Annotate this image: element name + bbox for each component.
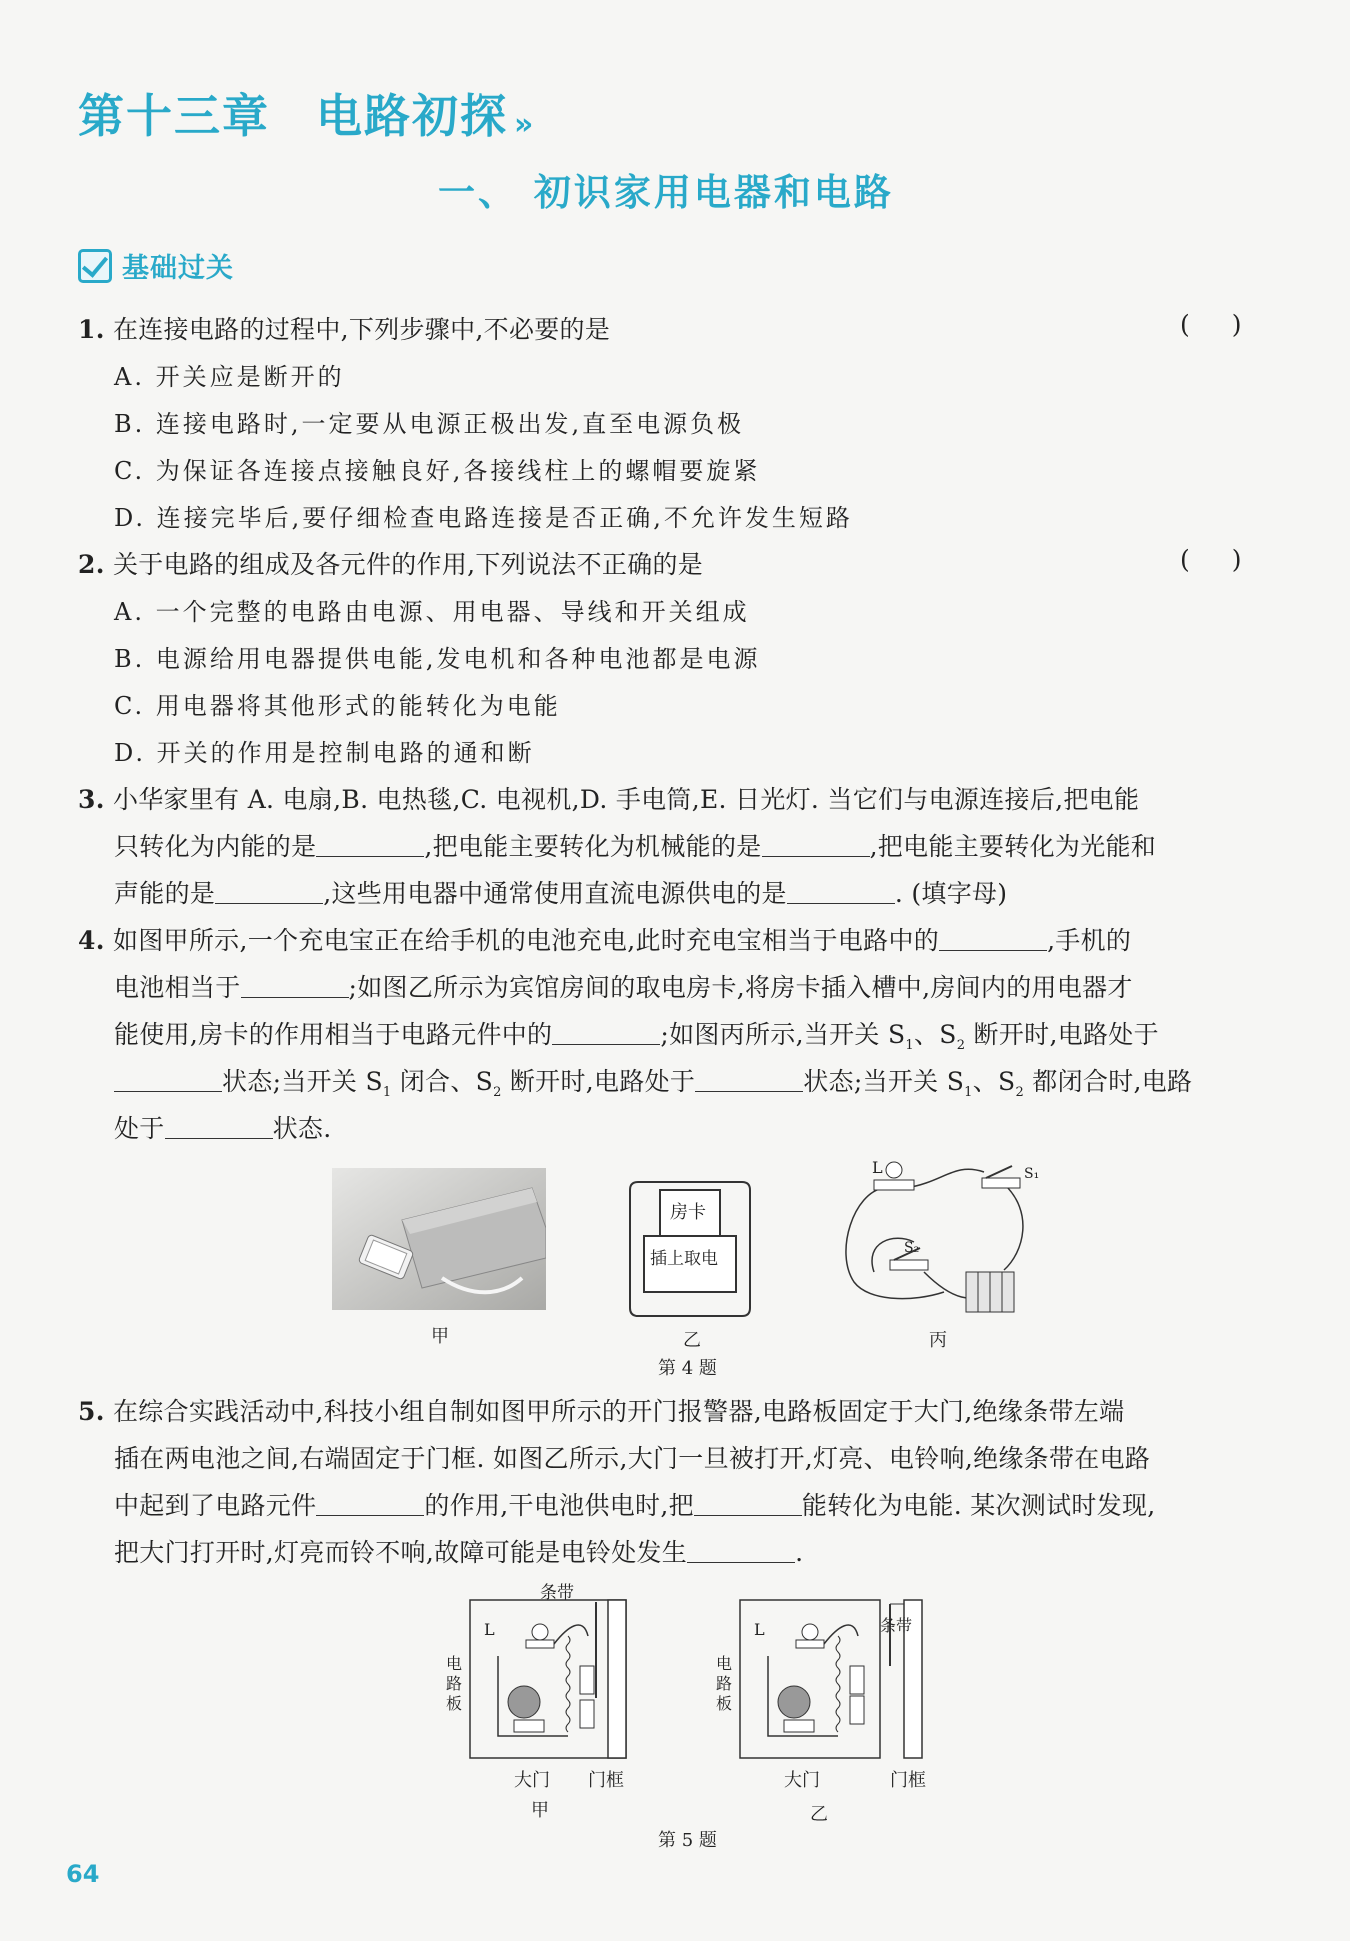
chapter-title (78, 80, 535, 146)
question-4-line-1: 4. 如图甲所示,一个充电宝正在给手机的电池充电,此时充电宝相当于电路中的 ,手机的 (78, 926, 1132, 955)
fig4-label-jia: 甲 (431, 1326, 449, 1347)
door-label-yi: 大门 (784, 1770, 820, 1791)
question-4-line-4: 状态;当开关 $S_1$ 闭合、$S_2$ 断开时,电路处于 状态;当开关 $S_1$、$S_2$ 都闭合时,电路 (114, 1062, 1192, 1100)
basic-level-badge (78, 246, 234, 285)
question-2-answer-paren: ( ) (1180, 545, 1242, 574)
chapter-subtitle: 电路初探 (316, 89, 508, 143)
answer-blank[interactable] (316, 836, 424, 857)
strip-label-yi: 条带 (880, 1616, 913, 1635)
q2-option-c: C. 用电器将其他形式的能转化为电能 (114, 692, 561, 720)
q2-option-d: D. 开关的作用是控制电路的通和断 (114, 739, 535, 767)
fig5-caption: 第 5 题 (658, 1830, 717, 1851)
question-5-line-4: 把大门打开时,灯亮而铃不响,故障可能是电铃处发生 . (114, 1538, 804, 1567)
question-3-line-2: 只转化为内能的是 ,把电能主要转化为机械能的是 ,把电能主要转化为光能和 (114, 832, 1157, 861)
answer-blank[interactable] (939, 930, 1047, 951)
answer-blank[interactable] (762, 836, 870, 857)
frame-label-jia: 门框 (588, 1770, 624, 1791)
door-label-jia: 大门 (514, 1770, 550, 1791)
question-4-line-2: 电池相当于 ;如图乙所示为宾馆房间的取电房卡,将房卡插入槽中,房间内的用电器才 (114, 973, 1133, 1002)
fig4-caption: 第 4 题 (658, 1358, 717, 1379)
answer-blank[interactable] (316, 1495, 424, 1516)
checkbox-icon (78, 249, 112, 283)
q2-option-b: B. 电源给用电器提供电能,发电机和各种电池都是电源 (114, 645, 761, 673)
answer-blank[interactable] (694, 1495, 802, 1516)
switch-s2-label: S₂ (904, 1240, 920, 1256)
fig4-label-yi: 乙 (683, 1330, 701, 1351)
question-5-line-2: 插在两电池之间,右端固定于门框. 如图乙所示,大门一旦被打开,灯亮、电铃响,绝缘条带在电路 (114, 1444, 1151, 1473)
answer-blank[interactable] (695, 1071, 803, 1092)
answer-blank[interactable] (165, 1118, 273, 1139)
q1-option-c: C. 为保证各连接点接触良好,各接线柱上的螺帽要旋紧 (114, 457, 761, 485)
question-5-line-3: 中起到了电路元件 的作用,干电池供电时,把 能转化为电能. 某次测试时发现, (114, 1491, 1156, 1520)
powerbank-phone-photo (332, 1168, 546, 1310)
q1-option-a: A. 开关应是断开的 (114, 363, 345, 391)
lamp-label: L (872, 1158, 883, 1177)
lamp-label-jia: L (484, 1620, 495, 1639)
board-label-yi: 电 路 板 (716, 1654, 733, 1713)
question-3-line-3: 声能的是 ,这些用电器中通常使用直流电源供电的是 . (填字母) (114, 879, 1008, 908)
strip-label-jia: 条带 (540, 1583, 574, 1603)
q2-option-a: A. 一个完整的电路由电源、用电器、导线和开关组成 (114, 598, 750, 626)
q1-option-d: D. 连接完毕后,要仔细检查电路连接是否正确,不允许发生短路 (114, 504, 853, 532)
fig5-label-jia: 甲 (531, 1800, 549, 1821)
lamp-label-yi: L (754, 1620, 765, 1639)
page-number: 64 (66, 1860, 100, 1888)
badge-label: 基础过关 (122, 253, 234, 284)
question-4-line-5: 处于 状态. (114, 1114, 332, 1143)
two-switch-circuit-diagram (834, 1152, 1046, 1322)
question-1-answer-paren: ( ) (1180, 310, 1242, 339)
double-chevron-icon: » (514, 107, 536, 142)
answer-blank[interactable] (215, 883, 323, 904)
fig4-label-bing: 丙 (929, 1330, 947, 1351)
fig5-label-yi: 乙 (810, 1804, 828, 1825)
question-4-line-3: 能使用,房卡的作用相当于电路元件中的 ;如图丙所示,当开关 $S_1$、$S_2$ 断开时,电路处于 (114, 1020, 1159, 1053)
answer-blank[interactable] (552, 1024, 660, 1045)
answer-blank[interactable] (687, 1542, 795, 1563)
answer-blank[interactable] (787, 883, 895, 904)
q1-option-b: B. 连接电路时,一定要从电源正极出发,直至电源负极 (114, 410, 745, 438)
answer-blank[interactable] (114, 1071, 222, 1092)
frame-label-yi: 门框 (890, 1770, 926, 1791)
answer-blank[interactable] (241, 977, 349, 998)
room-card-label: 房卡 (670, 1202, 706, 1223)
board-label-jia: 电 路 板 (446, 1654, 463, 1713)
switch-s1-label: S₁ (1024, 1166, 1040, 1182)
question-1-stem: 1. 在连接电路的过程中,下列步骤中,不必要的是 (78, 315, 611, 344)
question-3-line-1: 3. 小华家里有 A. 电扇,B. 电热毯,C. 电视机,D. 手电筒,E. 日光灯. 当它们与电源连接后,把电能 (78, 785, 1140, 814)
section-title: 一、 初识家用电器和电路 (438, 171, 894, 214)
question-5-line-1: 5. 在综合实践活动中,科技小组自制如图甲所示的开门报警器,电路板固定于大门,绝缘条带左端 (78, 1397, 1125, 1426)
chapter-number: 第十三章 (78, 89, 270, 143)
slot-label: 插上取电 (650, 1249, 718, 1269)
question-2-stem: 2. 关于电路的组成及各元件的作用,下列说法不正确的是 (78, 550, 704, 579)
